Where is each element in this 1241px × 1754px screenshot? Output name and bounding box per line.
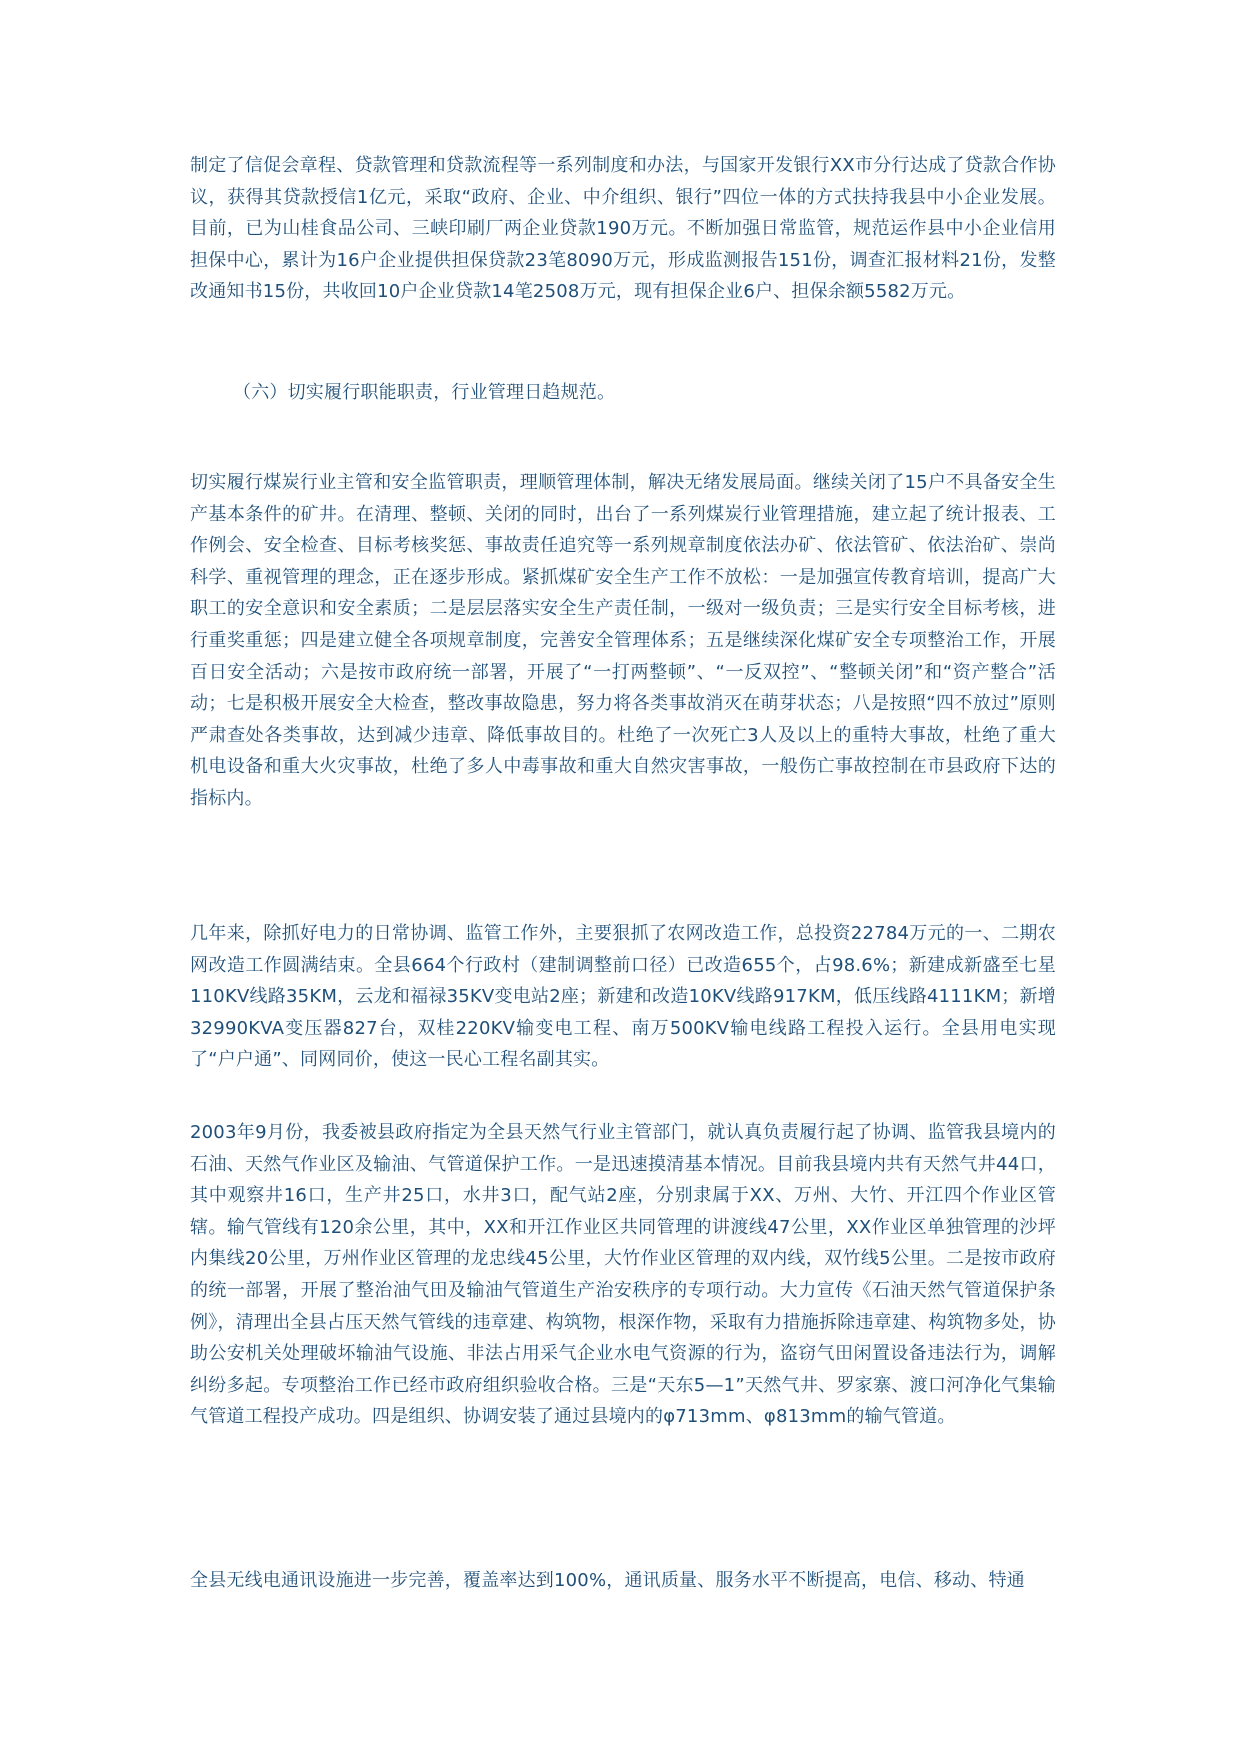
paragraph-coal-safety: 切实履行煤炭行业主管和安全监管职责，理顺管理体制，解决无绪发展局面。继续关闭了15户不具备安全生产基本条件的矿井。在清理、整顿、关闭的同时，出台了一系列煤炭行业管理措施，建立起了统计报表、工作例会、安全检查、目标考核奖惩、事故责任追究等一系列规章制度依法办矿、依法管矿、依法治矿、崇尚科学、重视管理的理念，正在逐步形成。紧抓煤矿安全生产工作不放松：一是加强宣传教育培训，提高广大职工的安全意识和安全素质；二是层层落实安全生产责任制，一级对一级负责；三是实行安全目标考核，进行重奖重惩；四是建立健全各项规章制度，完善安全管理体系；五是继续深化煤矿安全专项整治工作，开展百日安全活动；六是按市政府统一部署，开展了“一打两整顿”、“一反双控”、“整顿关闭”和“资产整合”活动；七是积极开展安全大检查，整改事故隐患，努力将各类事故消灭在萌芽状态；八是按照“四不放过”原则严肃查处各类事故，达到减少违章、降低事故目的。杜绝了一次死亡3人及以上的重特大事故，杜绝了重大机电设备和重大火灾事故，杜绝了多人中毒事故和重大自然灾害事故，一般伤亡事故控制在市县政府下达的指标内。 [190,472,1056,809]
paragraph-sme-credit: 制定了信促会章程、贷款管理和贷款流程等一系列制度和办法，与国家开发银行XX市分行达成了贷款合作协议，获得其贷款授信1亿元，采取“政府、企业、中介组织、银行”四位一体的方式扶持我县中小企业发展。目前，已为山桂食品公司、三峡印刷厂两企业贷款190万元。不断加强日常监管，规范运作县中小企业信用担保中心，累计为16户企业提供担保贷款23笔8090万元，形成监测报告151份，调查汇报材料21份，发整改通知书15份，共收回10户企业贷款14笔2508万元，现有担保企业6户、担保余额5582万元。 [190,155,1056,303]
paragraph-natural-gas: 2003年9月份，我委被县政府指定为全县天然气行业主管部门，就认真负责履行起了协调、监管我县境内的石油、天然气作业区及输油、气管道保护工作。一是迅速摸清基本情况。目前我县境内共有天然气井44口，其中观察井16口，生产井25口，水井3口，配气站2座，分别隶属于XX、万州、大竹、开江四个作业区管辖。输气管线有120余公里，其中，XX和开江作业区共同管理的讲渡线47公里，XX作业区单独管理的沙坪内集线20公里，万州作业区管理的龙忠线45公里，大竹作业区管理的双内线，双竹线5公里。二是按市政府的统一部署，开展了整治油气田及输油气管道生产治安秩序的专项行动。大力宣传《石油天然气管道保护条例》，清理出全县占压天然气管线的违章建、构筑物，根深作物，采取有力措施拆除违章建、构筑物多处，协助公安机关处理破坏输油气设施、非法占用采气企业水电气资源的行为，盗窃气田闲置设备违法行为，调解纠纷多起。专项整治工作已经市政府组织验收合格。三是“天东5—1”天然气井、罗家寨、渡口河净化气集输气管道工程投产成功。四是组织、协调安装了通过县境内的φ713mm、φ813mm的输气管道。 [190,1122,1056,1428]
paragraph-power-grid: 几年来，除抓好电力的日常协调、监管工作外，主要狠抓了农网改造工作，总投资22784万元的一、二期农网改造工作圆满结束。全县664个行政村（建制调整前口径）已改造655个，占98.6%；新建成新盛至七星110KV线路35KM，云龙和福禄35KV变电站2座；新建和改造10KV线路917KM，低压线路4111KM；新增32990KVA变压器827台，双桂220KV输变电工程、南万500KV输电线路工程投入运行。全县用电实现了“户户通”、同网同价，使这一民心工程名副其实。 [190,923,1056,1071]
paragraph-telecom: 全县无线电通讯设施进一步完善，覆盖率达到100%，通讯质量、服务水平不断提高，电信、移动、特通 [190,1570,1025,1591]
section-heading-industry-management: （六）切实履行职能职责，行业管理日趋规范。 [233,382,616,403]
